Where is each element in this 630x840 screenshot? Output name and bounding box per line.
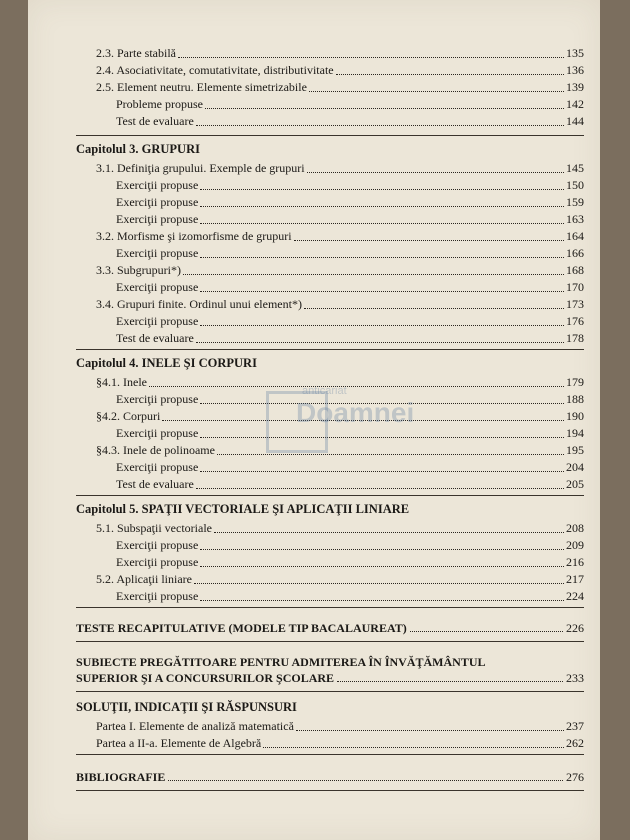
entry-title: 3.4. Grupuri finite. Ordinul unui element*) (96, 297, 302, 311)
dot-leader (307, 172, 564, 173)
entry-title: Exerciţii propuse (116, 392, 199, 406)
dot-leader (200, 257, 564, 258)
entry-page: 159 (566, 195, 584, 209)
dot-leader (200, 600, 564, 601)
chapter-heading: Capitolul 4. INELE ŞI CORPURI (76, 356, 257, 370)
dot-leader (200, 206, 564, 207)
dot-leader (194, 583, 564, 584)
toc-section-ch3 (76, 136, 584, 350)
toc-entry (76, 244, 584, 261)
entry-page: 136 (566, 63, 584, 77)
subiecte-line2: SUPERIOR ŞI A CONCURSURILOR ŞCOLARE (76, 671, 335, 685)
entry-page: 190 (566, 409, 584, 423)
toc-entry (76, 176, 584, 193)
toc-entry (76, 112, 584, 129)
entry-page: 166 (566, 246, 584, 260)
toc-entry (76, 570, 584, 587)
entry-page: 164 (566, 229, 584, 243)
dot-leader (200, 189, 564, 190)
teste-page: 226 (566, 621, 584, 635)
entry-title: Exerciţii propuse (116, 426, 199, 440)
dot-leader (168, 780, 563, 781)
entry-title: 3.3. Subgrupuri*) (96, 263, 181, 277)
toc-entries (76, 717, 584, 751)
entry-title: 5.1. Subspaţii vectoriale (96, 521, 212, 535)
dot-leader (196, 125, 564, 126)
entry-page: 204 (566, 460, 584, 474)
entry-page: 224 (566, 589, 584, 603)
solutii-heading: SOLUŢII, INDICAŢII ŞI RĂSPUNSURI (76, 700, 297, 714)
dot-leader (410, 631, 563, 632)
watermark-main: Doamnei (296, 397, 415, 428)
dot-leader (200, 566, 564, 567)
entry-page: 205 (566, 477, 584, 491)
entry-title: Probleme propuse (116, 97, 203, 111)
dot-leader (200, 223, 564, 224)
dot-leader (196, 488, 564, 489)
toc-entry (76, 295, 584, 312)
dot-leader (205, 108, 564, 109)
dot-leader (200, 291, 564, 292)
toc-entry (76, 261, 584, 278)
entry-title: Exerciţii propuse (116, 280, 199, 294)
subiecte-page: 233 (566, 671, 584, 685)
toc-entry (76, 159, 584, 176)
watermark-logo (266, 385, 416, 455)
toc-entry (76, 78, 584, 95)
entry-title: Exerciţii propuse (116, 589, 199, 603)
toc-entries (76, 44, 584, 129)
entry-page: 195 (566, 443, 584, 457)
toc-teste (76, 608, 584, 642)
toc-entry (76, 519, 584, 536)
toc-entry (76, 553, 584, 570)
toc-entries (76, 159, 584, 346)
chapter-heading: Capitolul 5. SPAŢII VECTORIALE ŞI APLICAŢII LINIARE (76, 502, 410, 516)
entry-page: 176 (566, 314, 584, 328)
entry-title: §4.1. Inele (96, 375, 147, 389)
book-page (28, 0, 600, 840)
dot-leader (183, 274, 564, 275)
entry-page: 144 (566, 114, 584, 128)
entry-title: Exerciţii propuse (116, 314, 199, 328)
toc-section-ch2 (76, 44, 584, 136)
entry-page: 194 (566, 426, 584, 440)
entry-title: Partea a II-a. Elemente de Algebră (96, 736, 262, 750)
entry-title: 2.5. Element neutru. Elemente simetrizabile (96, 80, 307, 94)
entry-title: Exerciţii propuse (116, 246, 199, 260)
toc-entry (76, 44, 584, 61)
dot-leader (214, 532, 564, 533)
toc-entry (76, 61, 584, 78)
dot-leader (200, 471, 564, 472)
entry-title: 3.1. Definiţia grupului. Exemple de grupuri (96, 161, 305, 175)
entry-title: Exerciţii propuse (116, 555, 199, 569)
toc-entry (76, 458, 584, 475)
entry-title: Partea I. Elemente de analiză matematică (96, 719, 294, 733)
entry-page: 208 (566, 521, 584, 535)
entry-page: 163 (566, 212, 584, 226)
entry-title: 2.3. Parte stabilă (96, 46, 176, 60)
toc-entry (76, 95, 584, 112)
entry-page: 139 (566, 80, 584, 94)
entry-title: 3.2. Morfisme şi izomorfisme de grupuri (96, 229, 292, 243)
bibliografie-page: 276 (566, 770, 584, 784)
entry-title: §4.3. Inele de polinoame (96, 443, 215, 457)
entry-title: 2.4. Asociativitate, comutativitate, distributivitate (96, 63, 334, 77)
entry-title: Exerciţii propuse (116, 460, 199, 474)
toc-entry (76, 475, 584, 492)
toc-bibliografie (76, 755, 584, 791)
toc-subiecte (76, 642, 584, 692)
watermark-top: anticariat (302, 385, 347, 397)
entry-title: Exerciţii propuse (116, 195, 199, 209)
entry-page: 209 (566, 538, 584, 552)
dot-leader (196, 342, 564, 343)
entry-page: 178 (566, 331, 584, 345)
dot-leader (336, 74, 564, 75)
subiecte-line1: SUBIECTE PREGĂTITOARE PENTRU ADMITEREA ÎN ÎNVĂŢĂMÂNTUL (76, 655, 486, 669)
dot-leader (200, 549, 564, 550)
entry-title: Exerciţii propuse (116, 178, 199, 192)
entry-title: Exerciţii propuse (116, 212, 199, 226)
toc-entry (76, 312, 584, 329)
entry-page: 170 (566, 280, 584, 294)
entry-title: Exerciţii propuse (116, 538, 199, 552)
entry-page: 262 (566, 736, 584, 750)
toc-entry (76, 536, 584, 553)
entry-page: 145 (566, 161, 584, 175)
dot-leader (263, 747, 564, 748)
entry-page: 237 (566, 719, 584, 733)
entry-page: 188 (566, 392, 584, 406)
toc-entries (76, 519, 584, 604)
bibliografie-title: BIBLIOGRAFIE (76, 770, 166, 784)
entry-page: 217 (566, 572, 584, 586)
entry-title: Test de evaluare (116, 331, 194, 345)
entry-page: 179 (566, 375, 584, 389)
toc-entry (76, 734, 584, 751)
toc-entry (76, 329, 584, 346)
entry-page: 142 (566, 97, 584, 111)
dot-leader (309, 91, 564, 92)
toc-entry (76, 717, 584, 734)
entry-page: 216 (566, 555, 584, 569)
dot-leader (296, 730, 564, 731)
entry-page: 135 (566, 46, 584, 60)
dot-leader (294, 240, 564, 241)
entry-page: 173 (566, 297, 584, 311)
entry-title: Test de evaluare (116, 477, 194, 491)
entry-title: §4.2. Corpuri (96, 409, 161, 423)
dot-leader (337, 681, 563, 682)
toc-section-ch5 (76, 496, 584, 608)
toc-entry (76, 210, 584, 227)
entry-page: 150 (566, 178, 584, 192)
dot-leader (178, 57, 564, 58)
entry-title: 5.2. Aplicaţii liniare (96, 572, 192, 586)
toc-entry (76, 278, 584, 295)
teste-title: TESTE RECAPITULATIVE (MODELE TIP BACALAUREAT) (76, 621, 407, 635)
toc-entry (76, 587, 584, 604)
dot-leader (200, 325, 564, 326)
toc-solutii (76, 692, 584, 755)
entry-title: Test de evaluare (116, 114, 194, 128)
toc-entry (76, 193, 584, 210)
chapter-heading: Capitolul 3. GRUPURI (76, 142, 200, 156)
entry-page: 168 (566, 263, 584, 277)
dot-leader (304, 308, 564, 309)
toc-entry (76, 227, 584, 244)
